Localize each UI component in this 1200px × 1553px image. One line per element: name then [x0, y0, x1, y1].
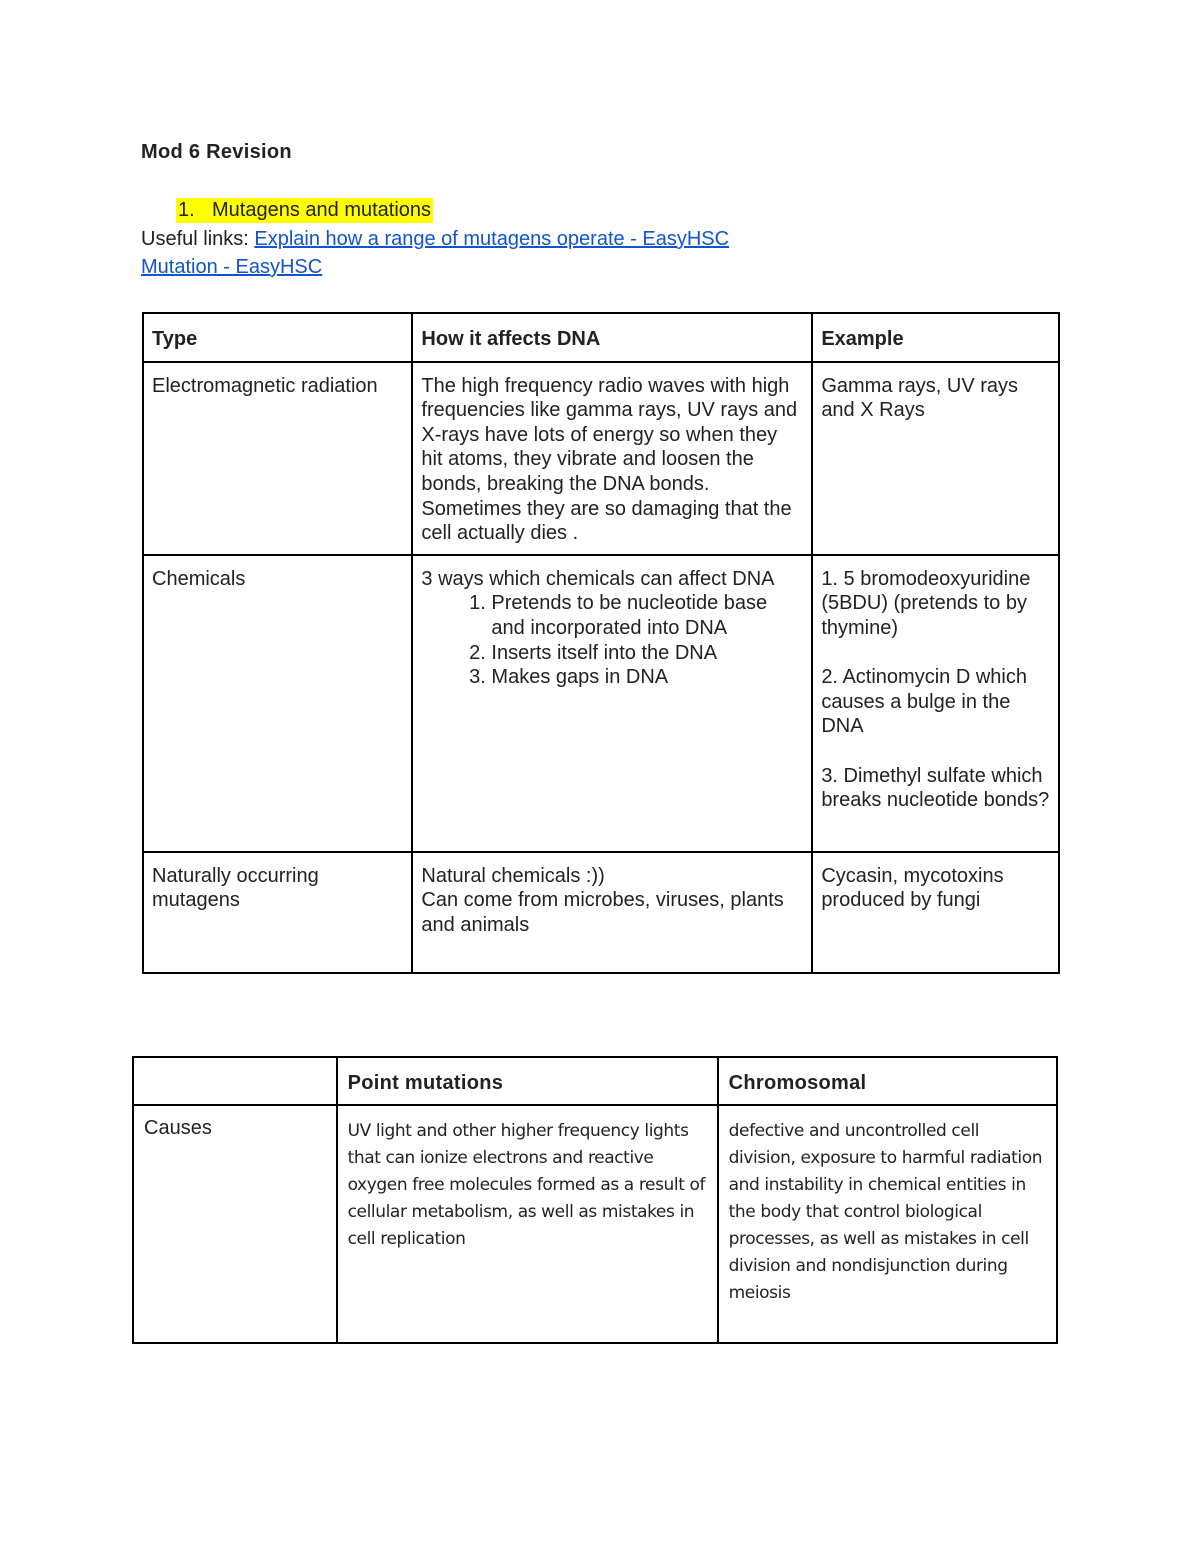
spacer: [821, 641, 1050, 666]
table-header-row: [143, 313, 1059, 362]
table-row: [143, 362, 1059, 555]
header-empty: [133, 1057, 337, 1105]
effect-intro: 3 ways which chemicals can affect DNA: [421, 567, 775, 590]
header-type: Type: [143, 313, 412, 362]
highlighted-heading: [176, 198, 433, 223]
list-item: 3. Makes gaps in DNA: [491, 665, 803, 690]
effect-line: Natural chemicals :)): [421, 864, 605, 887]
mutagen-table: [142, 312, 1060, 974]
header-how-it-affects-dna: How it affects DNA: [412, 313, 812, 362]
header-example: Example: [812, 313, 1059, 362]
useful-links-line-2: [141, 256, 322, 279]
effect-cell: [412, 555, 812, 852]
example-cell: Gamma rays, UV rays and X Rays: [812, 362, 1059, 555]
spacer: [821, 739, 1050, 764]
example-item: 2. Actinomycin D which causes a bulge in the DNA: [821, 666, 1027, 738]
effect-cell: [412, 852, 812, 973]
type-cell: Electromagnetic radiation: [143, 362, 412, 555]
type-cell: Chemicals: [143, 555, 412, 852]
effect-cell: The high frequency radio waves with high frequencies like gamma rays, UV rays and X-rays have lots of energy so when they hit atoms, they vibrate and loosen the bonds, breaking the DNA bonds. Sometimes they are so damaging that the cell actually dies .: [412, 362, 812, 555]
type-cell: Naturally occurring mutagens: [143, 852, 412, 973]
mutation-comparison-table: [132, 1056, 1058, 1344]
table-header-row: [133, 1057, 1057, 1105]
header-chromosomal: Chromosomal: [718, 1057, 1057, 1105]
table-row: [133, 1105, 1057, 1343]
chromosomal-causes: defective and uncontrolled cell division, exposure to harmful radiation and instability in chemical entities in the body that control biological processes, as well as mistakes in cell division and nondisjunction during meiosis: [718, 1105, 1057, 1343]
document-title: Mod 6 Revision: [141, 141, 292, 163]
table-row: [143, 852, 1059, 973]
list-number: 1.: [178, 199, 195, 221]
point-mutation-causes: UV light and other higher frequency lights that can ionize electrons and reactive oxygen free molecules formed as a result of cellular metabolism, as well as mistakes in cell replication: [337, 1105, 718, 1343]
effect-list: [421, 591, 803, 689]
useful-links-line: [141, 228, 729, 251]
link-mutation[interactable]: Mutation - EasyHSC: [141, 256, 323, 278]
header-point-mutations: Point mutations: [337, 1057, 718, 1105]
example-item: 1. 5 bromodeoxyuridine (5BDU) (pretends to by thymine): [821, 567, 1031, 639]
link-explain-mutagens[interactable]: Explain how a range of mutagens operate - EasyHSC: [254, 228, 730, 250]
effect-line: Can come from microbes, viruses, plants and animals: [421, 889, 784, 936]
section-heading-mutagens: [176, 199, 433, 222]
example-item: 3. Dimethyl sulfate which breaks nucleotide bonds?: [821, 764, 1050, 812]
useful-links-label: Useful links:: [141, 228, 255, 250]
example-cell: Cycasin, mycotoxins produced by fungi: [812, 852, 1059, 973]
example-cell: [812, 555, 1059, 852]
list-item: 1. Pretends to be nucleotide base and incorporated into DNA: [491, 591, 803, 640]
heading-text: Mutagens and mutations: [212, 199, 432, 221]
row-label-causes: Causes: [133, 1105, 337, 1343]
table-row: [143, 555, 1059, 852]
list-item: 2. Inserts itself into the DNA: [491, 641, 803, 666]
